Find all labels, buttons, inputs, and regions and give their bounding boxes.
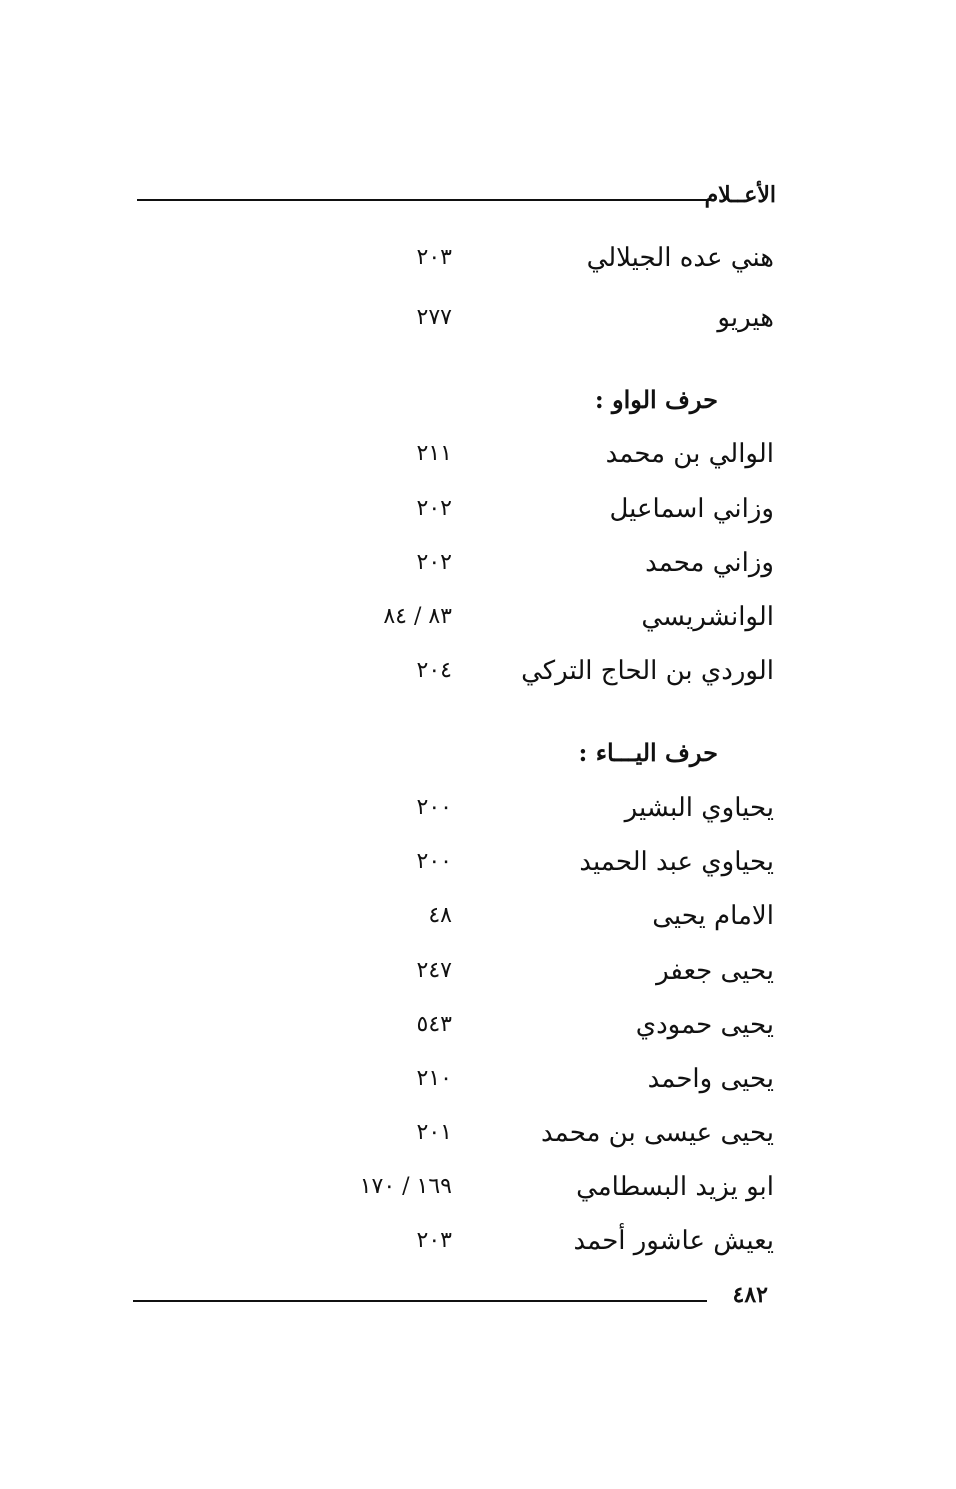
entry-name: يحيى جعفر [656, 956, 774, 986]
entry-pages: ٢١٠ [416, 1066, 452, 1091]
entry-pages: ٨٣ / ٨٤ [383, 604, 452, 629]
section-heading: حرف اليـــاء : [578, 738, 718, 767]
index-entry [0, 597, 956, 637]
index-entry [0, 951, 956, 991]
index-entry [0, 434, 956, 474]
entry-name: هني عده الجيلالي [586, 243, 774, 273]
entry-pages: ٢٠٣ [416, 1228, 452, 1253]
entry-pages: ٢٠١ [416, 1120, 452, 1145]
index-entry [0, 489, 956, 529]
running-header-title: الأعــلام [704, 182, 776, 208]
entry-name: هيريو [717, 303, 774, 333]
index-entry [0, 896, 956, 936]
entry-name: يحيى واحمد [647, 1064, 774, 1094]
page-number: ٤٨٢ [732, 1282, 768, 1308]
entry-name: الوالي بن محمد [605, 439, 774, 469]
entry-pages: ٥٤٣ [416, 1012, 452, 1037]
index-entry [0, 1005, 956, 1045]
index-entry [0, 1059, 956, 1099]
entry-name: يحياوي عبد الحميد [579, 847, 774, 877]
section-heading: حرف الواو : [594, 385, 718, 414]
footer-rule [133, 1300, 707, 1302]
index-entry [0, 1167, 956, 1207]
entry-name: الوانشريسي [641, 602, 774, 632]
entry-pages: ٢٠٠ [416, 795, 452, 820]
entry-name: يعيش عاشور أحمد [573, 1226, 774, 1256]
entry-name: وزاني اسماعيل [609, 494, 774, 524]
index-entry [0, 788, 956, 828]
index-entry [0, 842, 956, 882]
entry-name: يحيى عيسى بن محمد [541, 1118, 774, 1148]
entry-pages: ٢٠٠ [416, 849, 452, 874]
index-entry [0, 238, 956, 278]
entry-pages: ٢٠٣ [416, 245, 452, 270]
entry-pages: ٢١١ [416, 441, 452, 466]
entry-pages: ٢٠٤ [416, 658, 452, 683]
entry-pages: ٢٧٧ [416, 305, 452, 330]
entry-pages: ٢٠٢ [416, 550, 452, 575]
index-entry [0, 298, 956, 338]
entry-name: وزاني محمد [645, 548, 774, 578]
entry-pages: ٢٠٢ [416, 496, 452, 521]
index-entry [0, 1221, 956, 1261]
entry-pages: ٤٨ [428, 903, 452, 928]
index-entry [0, 651, 956, 691]
entry-name: الوردي بن الحاج التركي [521, 656, 774, 686]
header-rule [137, 199, 715, 201]
entry-name: يحيى حمودي [635, 1010, 774, 1040]
entry-name: يحياوي البشير [624, 793, 774, 823]
entry-pages: ٢٤٧ [416, 958, 452, 983]
index-entry [0, 1113, 956, 1153]
entry-pages: ١٦٩ / ١٧٠ [359, 1174, 452, 1199]
entry-name: ابو يزيد البسطامي [576, 1172, 774, 1202]
entry-name: الامام يحيى [652, 901, 774, 931]
index-entry [0, 543, 956, 583]
